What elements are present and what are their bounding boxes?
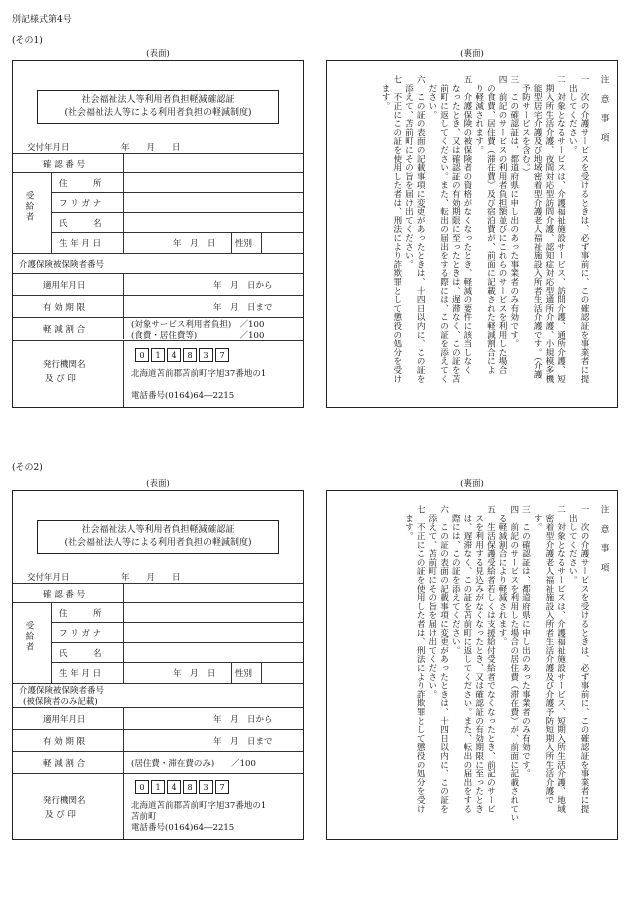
gender-label: 性別 bbox=[235, 669, 253, 679]
address-label: 住 所 bbox=[59, 179, 102, 189]
issue-date-label: 交付年月日 bbox=[27, 573, 70, 583]
code-digit: 4 bbox=[167, 780, 181, 794]
birthdate-value: 年 月 日 bbox=[173, 239, 216, 249]
back-card-1 bbox=[326, 60, 618, 408]
code-digit: 0 bbox=[135, 780, 149, 794]
birthdate-label: 生 年 月 日 bbox=[59, 669, 102, 679]
code-digit: 7 bbox=[215, 348, 229, 362]
issuer-label: 発行機関名 bbox=[43, 360, 86, 370]
back-card-2 bbox=[326, 490, 618, 840]
insured-number-note: (被保険者のみ記載) bbox=[23, 697, 98, 707]
notes-title: 注 意 事 項 bbox=[599, 505, 609, 576]
birthdate-label: 生 年 月 日 bbox=[59, 239, 102, 249]
issuer-phone: 電話番号(0164)64―2215 bbox=[131, 823, 235, 833]
issuer-address: 北海道苫前郡苫前町字旭37番地の1 bbox=[131, 801, 267, 811]
address-label: 住 所 bbox=[59, 609, 102, 619]
code-digit: 8 bbox=[183, 348, 197, 362]
issue-date-label: 交付年月日 bbox=[27, 143, 70, 153]
front-label-1: (表面) bbox=[146, 49, 170, 59]
card-title: 社会福祉法人等利用者負担軽減確認証 bbox=[81, 525, 235, 535]
code-digit: 1 bbox=[151, 780, 165, 794]
apply-date-value: 年 月 日から bbox=[213, 715, 273, 725]
valid-period-label: 有 効 期 限 bbox=[43, 303, 86, 313]
reduction-ratio-1: (対象サービス利用者負担) ／100 bbox=[131, 320, 265, 330]
issuer-address: 北海道苫前郡苫前町字旭37番地の1 bbox=[131, 369, 267, 379]
issuer-label-2: 及 び 印 bbox=[45, 374, 76, 384]
reduction-ratio-2: (食費・居住費等) ／100 bbox=[131, 331, 265, 341]
valid-period-value: 年 月 日まで bbox=[213, 303, 273, 313]
code-digit: 7 bbox=[215, 780, 229, 794]
confirm-number-label: 確 認 番 号 bbox=[43, 590, 86, 600]
confirm-number-label: 確 認 番 号 bbox=[43, 160, 86, 170]
issuer-label-2: 及 び 印 bbox=[45, 810, 76, 820]
back-label-2: (裏面) bbox=[460, 479, 484, 489]
recipient-label: 受給者 bbox=[24, 191, 34, 223]
reduction-label: 軽 減 割 合 bbox=[43, 325, 86, 335]
code-digit: 4 bbox=[167, 348, 181, 362]
card-title: 社会福祉法人等利用者負担軽減確認証 bbox=[81, 95, 235, 105]
insured-number-label: 介護保険被保険者番号 bbox=[19, 260, 105, 270]
code-digit: 8 bbox=[183, 780, 197, 794]
card-title-box bbox=[37, 90, 279, 124]
code-digit: 0 bbox=[135, 348, 149, 362]
part-label-1: (その1) bbox=[12, 36, 43, 46]
card-subtitle: (社会福祉法人等による利用者負担の軽減制度) bbox=[64, 538, 252, 548]
front-card-2 bbox=[12, 490, 304, 840]
notes-title: 注 意 事 項 bbox=[599, 75, 609, 146]
code-digit: 3 bbox=[199, 780, 213, 794]
apply-date-label: 適用年月日 bbox=[43, 281, 86, 291]
issuer-phone: 電話番号(0164)64―2215 bbox=[131, 391, 235, 401]
back-label-1: (裏面) bbox=[460, 49, 484, 59]
apply-date-label: 適用年月日 bbox=[43, 715, 86, 725]
furigana-label: フ リ ガ ナ bbox=[59, 199, 102, 209]
front-label-2: (表面) bbox=[146, 479, 170, 489]
card-title-box bbox=[37, 520, 279, 554]
issuer-address-2: 苫前町 bbox=[131, 812, 157, 822]
valid-period-label: 有 効 期 限 bbox=[43, 737, 86, 747]
furigana-label: フ リ ガ ナ bbox=[59, 629, 102, 639]
code-digit: 3 bbox=[199, 348, 213, 362]
issue-date-value: 年 月 日 bbox=[121, 573, 181, 583]
issuer-label: 発行機関名 bbox=[43, 796, 86, 806]
part-label-2: (その2) bbox=[12, 463, 43, 473]
code-digit: 1 bbox=[151, 348, 165, 362]
card-subtitle: (社会福祉法人等による利用者負担の軽減制度) bbox=[64, 108, 252, 118]
name-label: 氏 名 bbox=[59, 219, 102, 229]
recipient-label: 受給者 bbox=[24, 621, 34, 653]
notes-text: 一 次の介護サービスを受けるときは、必ず事前に、この確認証を事業者に提 出してください。 二 対象となるサービスは、介護福祉施設サービス、訪問介護、通所介護、短 期入所生活介護、夜間対応型訪問介護、認知症対応型通所介護、小規模多機 能型居宅介護及び地域密着型介護老人福祉施設入所者生活介護です。（介護 予防サービスを含む。） 三 この確認証は、都道府県に申し出のあった事業者のみ有効です。 四 前記のサービスの利用者負担額並びにこれらのサービスを利用した場合 の食費、居住費（滞在費）及び宿泊費が、前面に記載された軽減割合によ り軽減されます。 五 介護保険の被保険者の資格がなくなったとき、軽減の要件に該当しなく なったとき、又は確認証の有効期限に至ったときは、遅滞なく、この証を苫 前町に返してください。また、転出の届出をする際には、この証を添えてく ださい。 六 この証の表面の記載事項に変更があったときは、十四日以内に、この証を 添えて、苫前町にその旨を届け出てください。 七 不正にこの証を使用した者は、刑法により詐欺罪として懲役の処分を受け ます。 bbox=[380, 75, 589, 383]
doc-label: 別記様式第4号 bbox=[12, 15, 72, 25]
notes-text: 一 次の介護サービスを受けるときは、必ず事前に、この確認証を事業者に提 出してください。 二 対象となるサービスは、介護福祉施設サービス、短期入所生活介護、地域 密着型介護老人福祉施設入所者生活介護及び介護予防短期入所生活介護で す。 三 この確認証は、都道府県に申し出のあった事業者のみ有効です。 四 前記のサービスを利用した場合の居住費（滞在費）が、前面に記載されてい る軽減割合により軽減されます。 五 生活保護受給者若しくは支援給付受給者でなくなったとき、前記のサービ スを利用する見込みがなくなったとき、又は確認証の有効期限に至ったとき は、遅滞なく、この証を苫前町に返してください。また、転出の届出をする 際には、この証を添えてください。 六 この証の表面の記載事項に変更があったときは、十四日以内に、この証を 添えて、苫前町にその旨を届け出てください。 七 不正にこの証を使用した者は、刑法により詐欺罪として懲役の処分を受け ます。 bbox=[403, 505, 589, 822]
valid-period-value: 年 月 日まで bbox=[213, 737, 273, 747]
reduction-ratio-1: (居住費・滞在費のみ) ／100 bbox=[131, 759, 256, 769]
front-card-1 bbox=[12, 60, 304, 408]
name-label: 氏 名 bbox=[59, 649, 102, 659]
issue-date-value: 年 月 日 bbox=[121, 143, 181, 153]
insured-number-label: 介護保険被保険者番号 bbox=[19, 686, 105, 696]
reduction-label: 軽 減 割 合 bbox=[43, 759, 86, 769]
gender-label: 性別 bbox=[235, 239, 253, 249]
apply-date-value: 年 月 日から bbox=[213, 281, 273, 291]
birthdate-value: 年 月 日 bbox=[173, 669, 216, 679]
